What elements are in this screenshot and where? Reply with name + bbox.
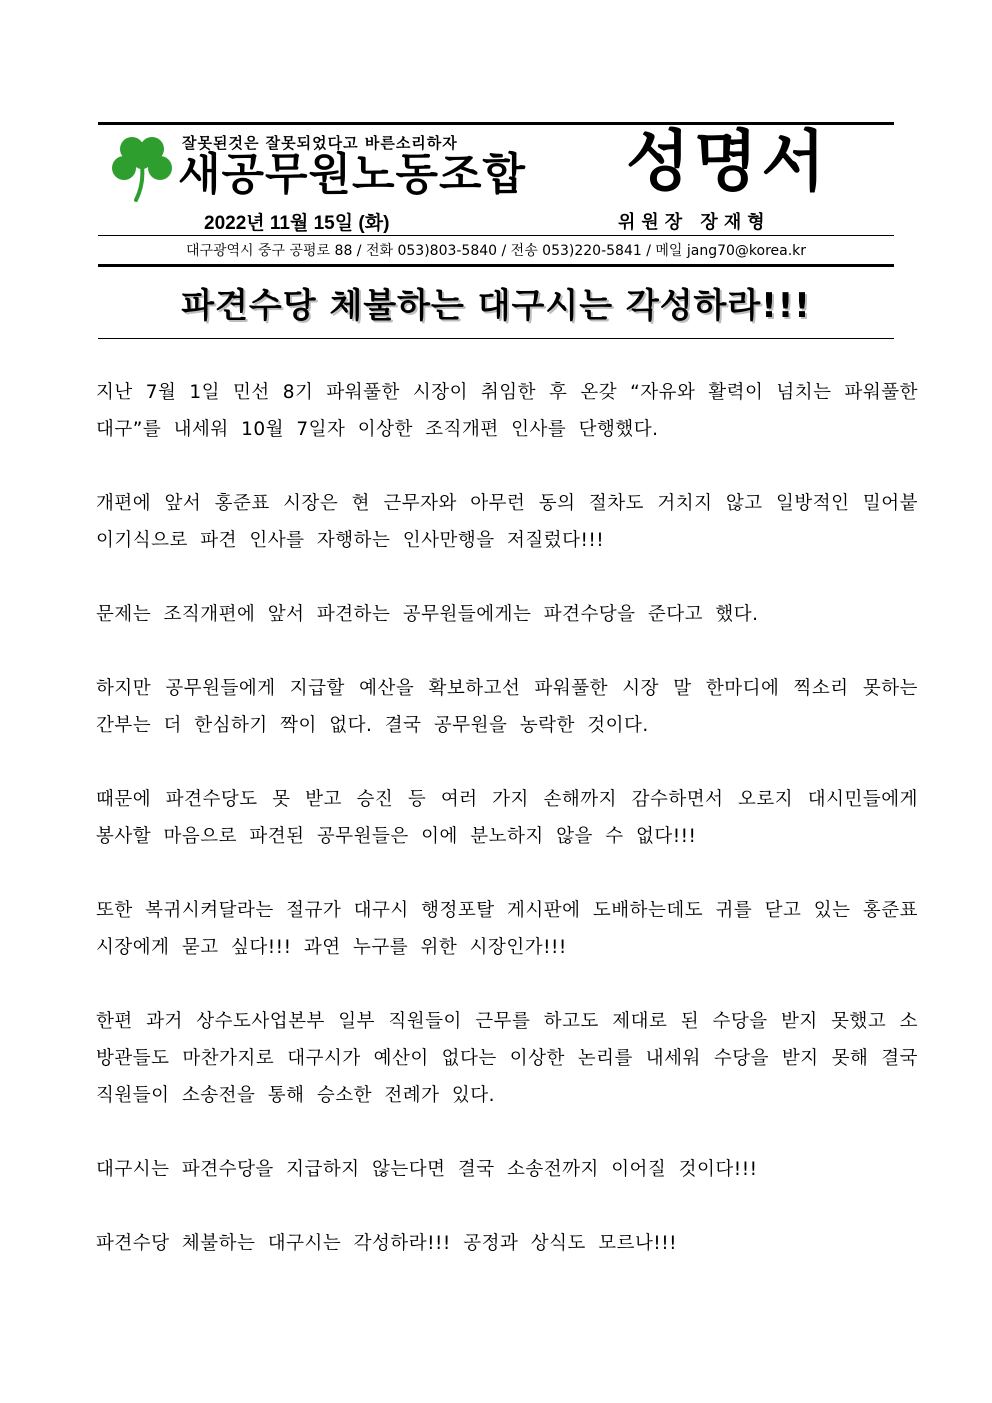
paragraph: 지난 7월 1일 민선 8기 파워풀한 시장이 취임한 후 온갖 “자유와 활력이 넘치는 파워풀한 대구”를 내세워 10월 7일자 이상한 조직개편 인사를 단행했다.	[96, 382, 918, 440]
union-name: 새공무원노동조합	[178, 149, 527, 200]
paragraph: 또한 복귀시켜달라는 절규가 대구시 행정포탈 게시판에 도배하는데도 귀를 닫고 있는 홍준표 시장에게 묻고 싶다!!! 과연 누구를 위한 시장인가!!!	[96, 900, 918, 958]
document-type: 성명서	[626, 123, 830, 200]
statement-body	[96, 374, 918, 1299]
clover-icon	[110, 132, 174, 202]
chairman: 위원장 장재형	[618, 212, 771, 233]
paragraph: 때문에 파견수당도 못 받고 승진 등 여러 가지 손해까지 감수하면서 오로지 대시민들에게 봉사할 마음으로 파견된 공무원들은 이에 분노하지 않을 수 없다!!!	[96, 789, 918, 847]
slogan: 잘못된것은 잘못되었다고 바른소리하자	[182, 134, 458, 152]
paragraph: 하지만 공무원들에게 지급할 예산을 확보하고선 파워풀한 시장 말 한마디에 찍소리 못하는 간부는 더 한심하기 짝이 없다. 결국 공무원을 농락한 것이다.	[96, 678, 918, 736]
paragraph: 한편 과거 상수도사업본부 일부 직원들이 근무를 하고도 제대로 된 수당을 받지 못했고 소방관들도 마찬가지로 대구시가 예산이 없다는 이상한 논리를 내세워 수당을 받지 못해 결국 직원들이 소송전을 통해 승소한 전례가 있다.	[96, 1011, 918, 1106]
headline: 파견수당 체불하는 대구시는 각성하라!!!	[181, 286, 811, 326]
paragraph: 파견수당 체불하는 대구시는 각성하라!!! 공정과 상식도 모르나!!!	[96, 1233, 678, 1254]
contact-info: 대구광역시 중구 공평로 88 / 전화 053)803-5840 / 전송 053)220-5841 / 메일 jang70@korea.kr	[185, 243, 807, 259]
paragraph: 개편에 앞서 홍준표 시장은 현 근무자와 아무런 동의 절차도 거치지 않고 일방적인 밀어붙이기식으로 파견 인사를 자행하는 인사만행을 저질렀다!!!	[96, 493, 918, 551]
headline-underline	[98, 338, 894, 339]
letterhead	[98, 122, 894, 270]
paragraph: 문제는 조직개편에 앞서 파견하는 공무원들에게는 파견수당을 준다고 했다.	[96, 604, 759, 625]
issue-date: 2022년 11월 15일 (화)	[204, 213, 390, 234]
paragraph: 대구시는 파견수당을 지급하지 않는다면 결국 소송전까지 이어질 것이다!!!	[96, 1159, 758, 1180]
